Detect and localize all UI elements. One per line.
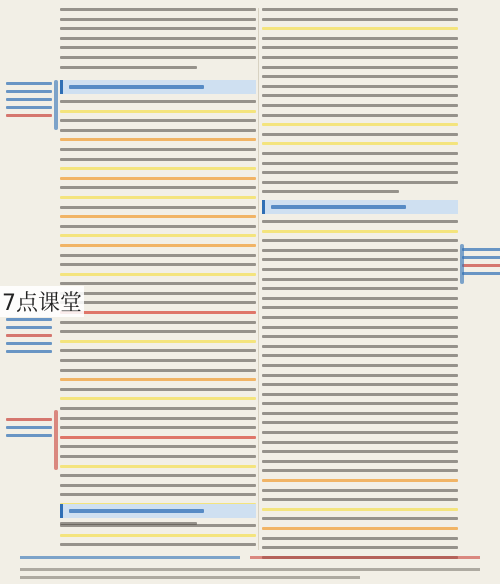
section-heading: [60, 504, 256, 518]
right-column: [262, 8, 458, 550]
margin-note: [462, 248, 500, 280]
watermark: 7点课堂: [0, 286, 84, 317]
section-heading: [60, 80, 256, 94]
margin-note: [6, 318, 52, 358]
paragraph-block: [60, 524, 256, 553]
margin-bracket: [54, 80, 58, 130]
paragraph-block: [262, 8, 458, 200]
margin-bracket: [460, 244, 464, 284]
footer-citation: [20, 576, 360, 579]
margin-note: [6, 82, 52, 122]
footer-annotation: [250, 556, 480, 559]
paragraph-block: [262, 220, 458, 565]
footer-citation: [20, 568, 480, 571]
footer-annotation: [20, 556, 240, 559]
column-divider: [258, 8, 259, 550]
margin-bracket: [54, 410, 58, 470]
margin-note: [6, 418, 52, 442]
left-column: [60, 8, 256, 550]
paragraph-block: [60, 100, 256, 532]
paragraph-block: [60, 8, 256, 75]
section-heading: [262, 200, 458, 214]
